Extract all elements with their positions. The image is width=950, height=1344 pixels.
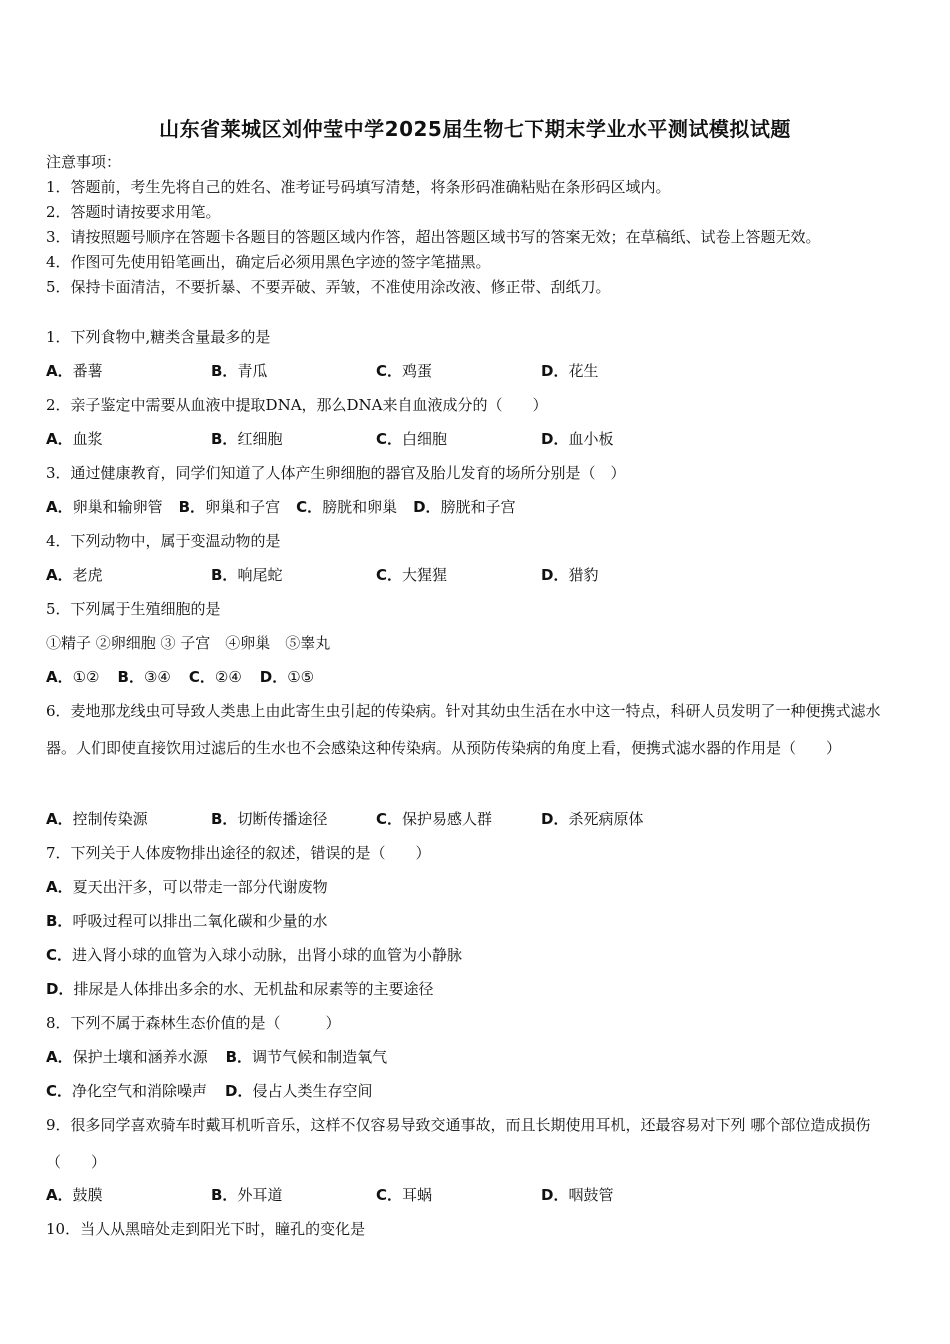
option-c: C．膀胱和卵巢: [296, 498, 398, 516]
option-c: C．保护易感人群: [376, 810, 493, 828]
question-2-stem: 2．亲子鉴定中需要从血液中提取DNA，那么DNA来自血液成分的（ ）: [46, 396, 548, 414]
question-5-options: [46, 667, 908, 687]
option-c: C．鸡蛋: [376, 362, 433, 380]
question-7-stem: 7．下列关于人体废物排出途径的叙述，错误的是（ ）: [46, 844, 431, 862]
question-5-stem: 5．下列属于生殖细胞的是: [46, 600, 221, 618]
question-6-options: [46, 809, 908, 829]
option-a: A．保护土壤和涵养水源: [46, 1048, 208, 1066]
question-9-stem: 9．很多同学喜欢骑车时戴耳机听音乐，这样不仅容易导致交通事故，而且长期使用耳机，还最容易对下列 哪个部位造成损伤（ ）: [46, 1116, 871, 1171]
question-10-stem: 10．当人从黑暗处走到阳光下时，瞳孔的变化是: [46, 1220, 366, 1238]
question-8-options-row1: [46, 1047, 908, 1067]
question-3-stem: 3．通过健康教育，同学们知道了人体产生卵细胞的器官及胎儿发育的场所分别是（ ）: [46, 464, 626, 482]
option-b: B．青瓜: [211, 362, 268, 380]
option-a: A．①②: [46, 668, 100, 686]
option-a: A．血浆: [46, 430, 103, 448]
option-b: B．外耳道: [211, 1186, 283, 1204]
question-9-options: [46, 1185, 908, 1205]
option-a: A．鼓膜: [46, 1186, 103, 1204]
notice-item: 5．保持卡面清洁，不要折暴、不要弄破、弄皱，不准使用涂改液、修正带、刮纸刀。: [46, 278, 611, 296]
option-d: D．杀死病原体: [541, 810, 644, 828]
option-b: B．响尾蛇: [211, 566, 283, 584]
question-4-stem: 4．下列动物中，属于变温动物的是: [46, 532, 281, 550]
notice-item: 1．答题前，考生先将自己的姓名、准考证号码填写清楚，将条形码准确粘贴在条形码区域内。: [46, 178, 671, 196]
option-d: D．①⑤: [259, 668, 315, 686]
notice-item: 4．作图可先使用铅笔画出，确定后必须用黑色字迹的签字笔描黑。: [46, 253, 491, 271]
question-8-stem: 8．下列不属于森林生态价值的是（ ）: [46, 1014, 341, 1032]
notice-item: 2．答题时请按要求用笔。: [46, 203, 221, 221]
question-8-options-row2: [46, 1081, 908, 1101]
option-d: D．猎豹: [541, 566, 599, 584]
page-title: 山东省莱城区刘仲莹中学2025届生物七下期末学业水平测试模拟试题: [159, 117, 791, 141]
option-d: D．花生: [541, 362, 599, 380]
option-c: C．②④: [188, 668, 242, 686]
question-3-options: [46, 497, 908, 517]
question-4-options: [46, 565, 908, 585]
option-b: B．红细胞: [211, 430, 283, 448]
option-b: B．切断传播途径: [211, 810, 328, 828]
option-b: B．调节气候和制造氧气: [225, 1048, 388, 1066]
question-7-option-a: A．夏天出汗多，可以带走一部分代谢废物: [46, 878, 328, 896]
notice-item: 3．请按照题号顺序在答题卡各题目的答题区域内作答，超出答题区域书写的答案无效；在草稿纸、试卷上答题无效。: [46, 228, 821, 246]
question-5-choices: ①精子 ②卵细胞 ③ 子宫 ④卵巢 ⑤睾丸: [46, 634, 331, 652]
option-a: A．控制传染源: [46, 810, 148, 828]
option-d: D．侵占人类生存空间: [225, 1082, 373, 1100]
option-d: D．咽鼓管: [541, 1186, 614, 1204]
option-d: D．膀胱和子宫: [413, 498, 516, 516]
question-1-stem: 1．下列食物中,糖类含量最多的是: [46, 328, 271, 346]
option-a: A．卵巢和输卵管: [46, 498, 163, 516]
option-a: A．老虎: [46, 566, 103, 584]
option-a: A．番薯: [46, 362, 103, 380]
option-d: D．血小板: [541, 430, 614, 448]
option-c: C．耳蜗: [376, 1186, 433, 1204]
option-c: C．净化空气和消除噪声: [46, 1082, 208, 1100]
question-2-options: [46, 429, 908, 449]
notice-heading: 注意事项：: [46, 153, 122, 171]
option-c: C．白细胞: [376, 430, 448, 448]
question-7-option-b: B．呼吸过程可以排出二氧化碳和少量的水: [46, 912, 328, 930]
question-7-option-c: C．进入肾小球的血管为入球小动脉，出肾小球的血管为小静脉: [46, 946, 463, 964]
question-6-stem: 6．麦地那龙线虫可导致人类患上由此寄生虫引起的传染病。针对其幼虫生活在水中这一特点，科研人员发明了一种便携式滤水器。人们即使直接饮用过滤后的生水也不会感染这种传染病。从预防传染病的角度上看，便携式滤水器的作用是（ ）: [46, 702, 881, 757]
question-7-option-d: D．排尿是人体排出多余的水、无机盐和尿素等的主要途径: [46, 980, 434, 998]
question-1-options: [46, 361, 908, 381]
option-b: B．③④: [117, 668, 171, 686]
option-c: C．大猩猩: [376, 566, 448, 584]
option-b: B．卵巢和子宫: [178, 498, 281, 516]
